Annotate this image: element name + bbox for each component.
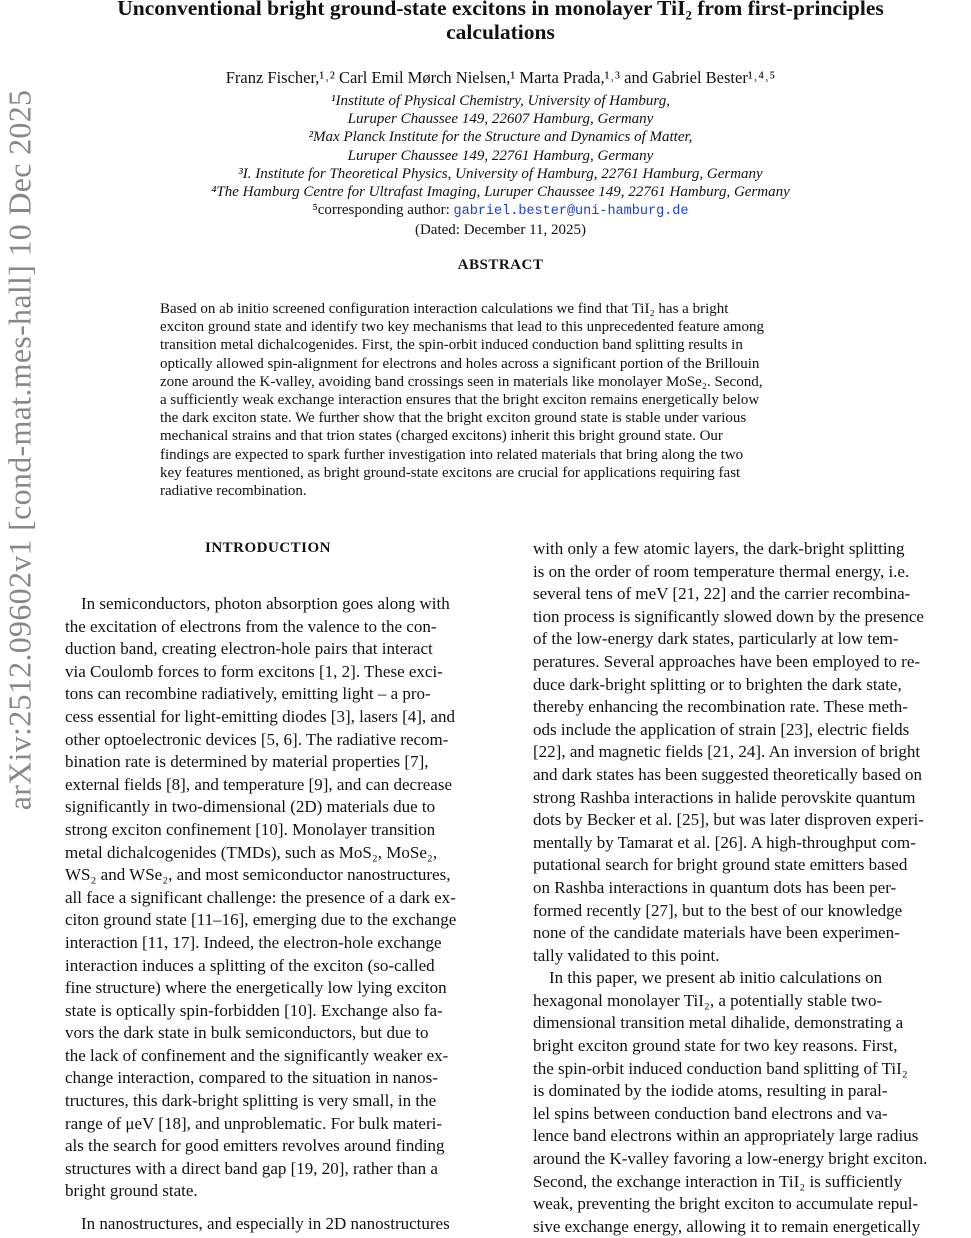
right-column xyxy=(533,538,927,1238)
text-line: strong Rashba interactions in halide perovskite quantum xyxy=(533,787,916,807)
abstract-heading: ABSTRACT xyxy=(457,257,544,273)
text-line: interaction induces a splitting of the exciton (so-called xyxy=(65,955,435,975)
text-line: tructures, this dark-bright splitting is very small, in the xyxy=(65,1091,437,1111)
text-line: ods include the application of strain [23], electric fields xyxy=(533,719,910,739)
affiliations xyxy=(60,92,941,240)
text-line: all face a significant challenge: the presence of a dark ex- xyxy=(65,887,456,907)
text-line: is dominated by the iodide atoms, resulting in paral- xyxy=(533,1081,888,1101)
title-line-1: Unconventional bright ground-state excitons in monolayer TiI₂ from first-principles xyxy=(117,0,884,20)
text-line: several tens of meV [21, 22] and the carrier recombina- xyxy=(533,584,911,604)
title-line-2: calculations xyxy=(446,20,555,44)
abstract-line: findings are expected to spark further investigation into related materials that bring along the two xyxy=(160,446,744,463)
text-line: external fields [8], and temperature [9], and can decrease xyxy=(65,774,453,794)
arxiv-identifier: arXiv:2512.09602v1 [cond-mat.mes-hall] 10 Dec 2025 xyxy=(1,89,38,811)
text-line: metal dichalcogenides (TMDs), such as MoS₂, MoSe₂, xyxy=(65,842,438,862)
text-line: structures with a direct band gap [19, 20], rather than a xyxy=(65,1158,438,1178)
abstract-line: the dark exciton state. We further show that the bright exciton ground state is stable under various xyxy=(160,410,747,427)
abstract-line: transition metal dichalcogenides. First, the spin-orbit induced conduction band splitting results in xyxy=(160,337,743,354)
arxiv-sidebar xyxy=(0,89,40,811)
text-line: dots by Becker et al. [25], but was later disproven experi- xyxy=(533,810,924,830)
text-line: peratures. Several approaches have been employed to re- xyxy=(533,651,921,671)
text-line: fine structure) where the energetically low lying exciton xyxy=(65,978,447,998)
text-line: vors the dark state in bulk semiconductors, but due to xyxy=(65,1023,429,1043)
text-line: putational search for bright ground state emitters based xyxy=(533,855,908,875)
text-line: weak, preventing the bright exciton to accumulate repul- xyxy=(533,1194,919,1214)
text-line: via Coulomb forces to form excitons [1, 2]. These exci- xyxy=(65,661,443,681)
affiliation-line: ⁴The Hamburg Centre for Ultrafast Imaging, Luruper Chaussee 149, 22761 Hamburg, Germany xyxy=(211,184,790,201)
text-line: Second, the exchange interaction in TiI₂ is sufficiently xyxy=(533,1171,903,1191)
text-line: interaction [11, 17]. Indeed, the electron-hole exchange xyxy=(65,932,442,952)
affiliation-line: Luruper Chaussee 149, 22607 Hamburg, Germany xyxy=(347,111,654,128)
affiliation-line: ²Max Planck Institute for the Structure and Dynamics of Matter, xyxy=(308,129,693,146)
text-line: citon ground state [11–16], emerging due to the exchange xyxy=(65,910,457,930)
text-line: duce dark-bright splitting or to brighten the dark state, xyxy=(533,674,902,694)
text-line: thereby enhancing the recombination rate. These meth- xyxy=(533,697,908,717)
text-line: and dark states has been suggested theoretically based on xyxy=(533,764,922,784)
abstract-line: zone around the K-valley, avoiding band crossings seen in materials like monolayer MoSe₂. Second, xyxy=(160,373,763,390)
affiliation-line: Luruper Chaussee 149, 22761 Hamburg, Germany xyxy=(347,147,654,164)
text-line: In nanostructures, and especially in 2D nanostructures xyxy=(81,1214,450,1234)
text-line: sive exchange energy, allowing it to remain energetically xyxy=(533,1216,921,1236)
text-line: the spin-orbit induced conduction band splitting of TiI₂ xyxy=(533,1058,908,1078)
text-line: of the low-energy dark states, particularly at low tem- xyxy=(533,629,899,649)
text-line: In semiconductors, photon absorption goes along with xyxy=(81,594,450,613)
text-line: state is optically spin-forbidden [10]. Exchange also fa- xyxy=(65,1000,443,1020)
text-line: bination rate is determined by material properties [7], xyxy=(65,752,429,772)
text-line: with only a few atomic layers, the dark-bright splitting xyxy=(533,539,905,558)
affiliation-line: ¹Institute of Physical Chemistry, University of Hamburg, xyxy=(331,93,670,109)
abstract-line: Based on ab initio screened configuration interaction calculations we find that TiI₂ has a bright xyxy=(160,301,729,317)
text-line: als the search for good emitters revolves around finding xyxy=(65,1136,445,1156)
text-line: other optoelectronic devices [5, 6]. The radiative recom- xyxy=(65,729,449,749)
abstract-line: mechanical strains and that trion states (charged excitons) inherit this bright ground state. Our xyxy=(160,428,723,445)
abstract-body xyxy=(160,300,873,500)
text-line: none of the candidate materials have been experimen- xyxy=(533,923,900,943)
text-line: duction band, creating electron-hole pairs that interact xyxy=(65,639,433,659)
corresponding-label: ⁵corresponding author: xyxy=(312,202,450,219)
abstract-line: a sufficiently weak exchange interaction ensures that the bright exciton remains energetically below xyxy=(160,392,760,409)
left-column xyxy=(65,593,456,1236)
abstract-line: optically allowed spin-alignment for electrons and holes across a significant portion of the Brillouin xyxy=(160,355,760,372)
abstract-line: key features mentioned, as bright ground-state excitons are crucial for applications requiring fast xyxy=(160,464,741,481)
text-line: formed recently [27], but to the best of our knowledge xyxy=(533,900,903,920)
text-line: lence band electrons within an appropriately large radius xyxy=(533,1126,919,1146)
text-line: dimensional transition metal dihalide, demonstrating a xyxy=(533,1013,904,1033)
corresponding-email-link[interactable]: gabriel.bester@uni-hamburg.de xyxy=(453,204,689,220)
text-line: strong exciton confinement [10]. Monolayer transition xyxy=(65,819,436,839)
text-line: tion process is significantly slowed down by the presence xyxy=(533,606,924,626)
text-line: In this paper, we present ab initio calculations on xyxy=(549,968,883,988)
text-line: tons can recombine radiatively, emitting light – a pro- xyxy=(65,684,431,704)
text-line: hexagonal monolayer TiI₂, a potentially stable two- xyxy=(533,990,883,1010)
text-line: the lack of confinement and the significantly weaker ex- xyxy=(65,1045,449,1065)
affiliation-line: ³I. Institute for Theoretical Physics, University of Hamburg, 22761 Hamburg, Germany xyxy=(238,165,763,182)
text-line: bright exciton ground state for two key reasons. First, xyxy=(533,1036,898,1056)
text-line: change interaction, compared to the situation in nanos- xyxy=(65,1068,438,1088)
abstract-line: radiative recombination. xyxy=(160,483,307,500)
text-line: cess essential for light-emitting diodes [3], lasers [4], and xyxy=(65,706,455,726)
text-line: [22], and magnetic fields [21, 24]. An inversion of bright xyxy=(533,742,921,762)
text-line: is on the order of room temperature thermal energy, i.e. xyxy=(533,561,910,581)
text-line: mentally by Tamarat et al. [26]. A high-throughput com- xyxy=(533,832,916,852)
text-line xyxy=(65,1203,456,1213)
text-line: the excitation of electrons from the valence to the con- xyxy=(65,616,437,636)
text-line: bright ground state. xyxy=(65,1181,198,1201)
text-line: lel spins between conduction band electrons and va- xyxy=(533,1103,888,1123)
text-line: WS₂ and WSe₂, and most semiconductor nanostructures, xyxy=(65,865,451,885)
text-line: range of μeV [18], and unproblematic. For bulk materi- xyxy=(65,1113,443,1133)
text-line: tally validated to this point. xyxy=(533,945,720,965)
section-heading-introduction: INTRODUCTION xyxy=(205,540,332,556)
text-line: on Rashba interactions in quantum dots has been per- xyxy=(533,877,897,897)
text-line: significantly in two-dimensional (2D) materials due to xyxy=(65,797,436,817)
abstract-line: exciton ground state and identify two key mechanisms that lead to this unprecedented feature among xyxy=(160,319,764,336)
author-list: Franz Fischer,¹˒² Carl Emil Mørch Nielsen,¹ Marta Prada,¹˒³ and Gabriel Bester¹˒⁴˒⁵ xyxy=(225,68,776,87)
paper-title xyxy=(60,0,941,44)
dated-line: (Dated: December 11, 2025) xyxy=(414,222,587,239)
corresponding-author xyxy=(60,201,941,221)
text-line: around the K-valley favoring a low-energy bright exciton. xyxy=(533,1149,928,1169)
